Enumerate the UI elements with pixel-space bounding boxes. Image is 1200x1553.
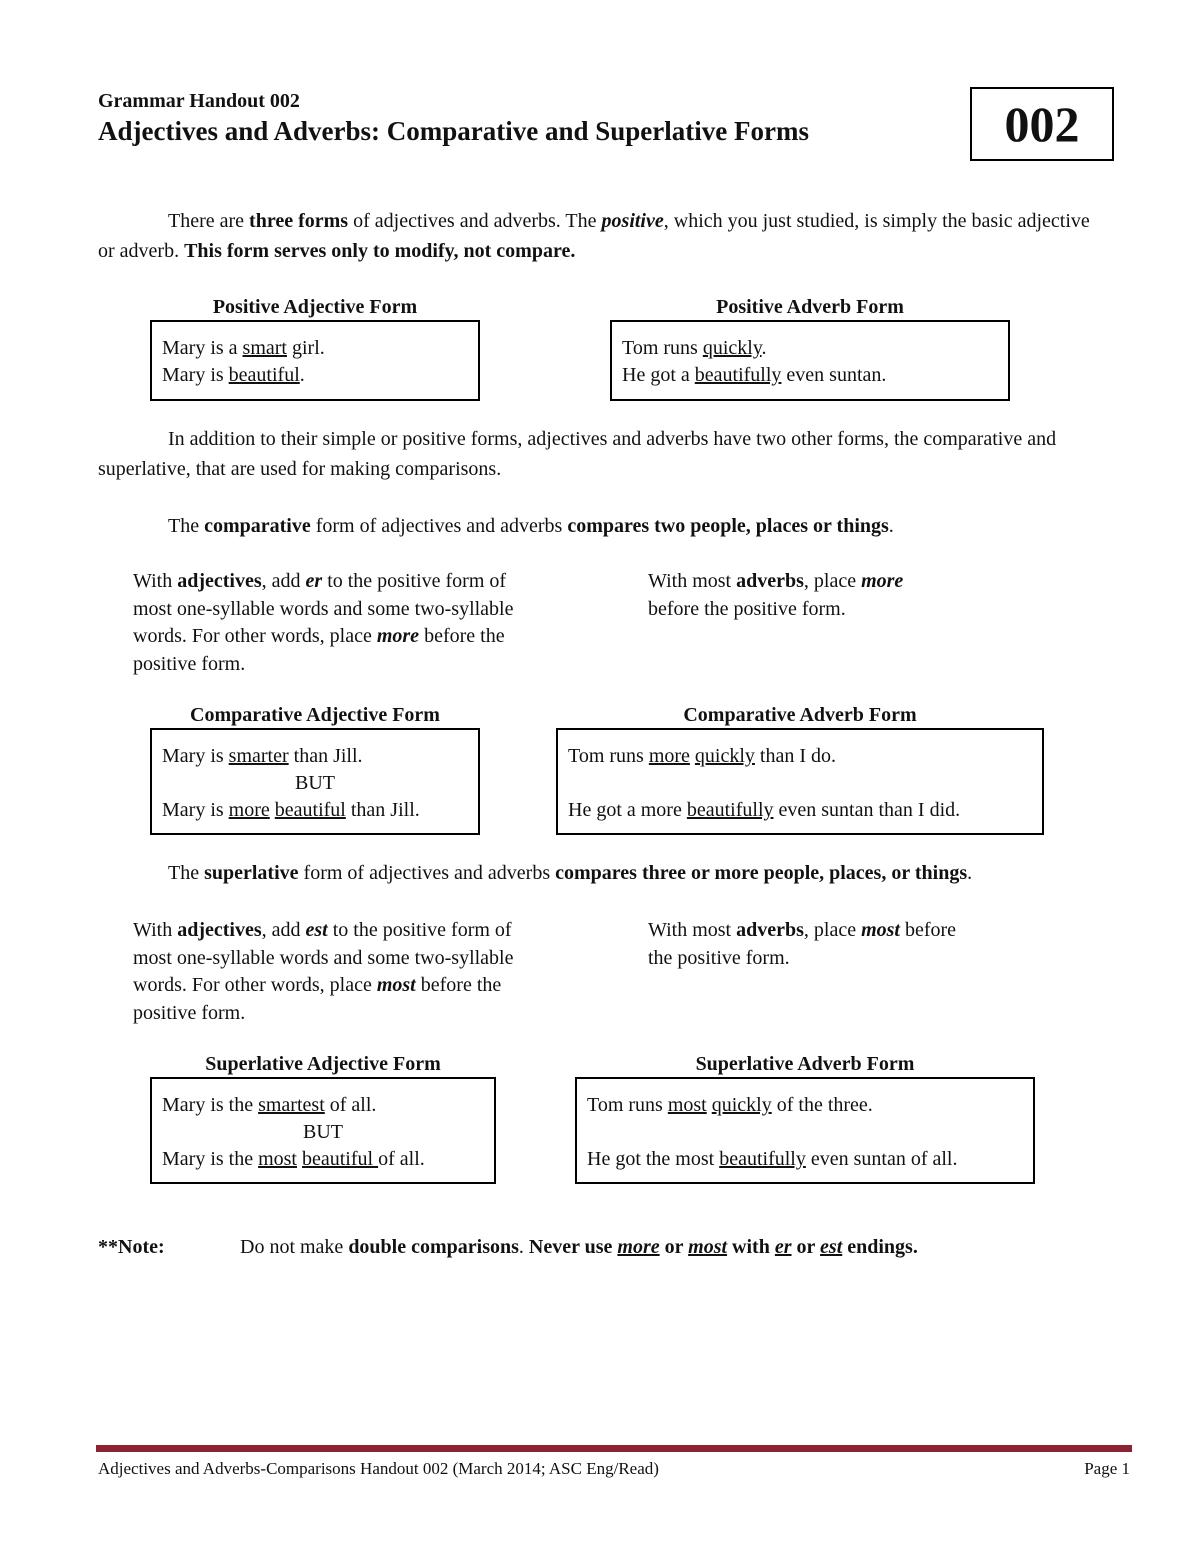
comparative-adverb-heading: Comparative Adverb Form: [683, 704, 917, 726]
note-line: **Note: Do not make double comparisons. Never use more or most with er or est endings.: [98, 1236, 918, 1258]
superlative-adjective-heading: Superlative Adjective Form: [205, 1053, 441, 1075]
superlative-adverb-box: [575, 1077, 1035, 1184]
intro-paragraph: There are three forms of adjectives and adverbs. The positive, which you just studied, is simply the basic adjective or adverb. This form serves only to modify, not compare.: [98, 210, 1090, 262]
comparative-adjective-heading: Comparative Adjective Form: [190, 704, 440, 726]
example-line: Mary is the most beautiful of all.: [162, 1148, 425, 1170]
comparative-intro: The comparative form of adjectives and adverbs compares two people, places or things.: [168, 515, 894, 537]
example-line: He got a beautifully even suntan.: [622, 364, 887, 386]
handout-kicker: Grammar Handout 002: [98, 90, 300, 112]
superlative-adjective-box: [150, 1077, 496, 1184]
handout-number-badge: 002: [970, 87, 1114, 161]
example-line: Tom runs quickly.: [622, 337, 767, 359]
note-label: **Note:: [98, 1236, 165, 1258]
addition-paragraph: In addition to their simple or positive forms, adjectives and adverbs have two other forms, the comparative and superlative, that are used for making comparisons.: [98, 428, 1057, 480]
comparative-adverb-box: [556, 728, 1044, 835]
superlative-adverb-heading: Superlative Adverb Form: [695, 1053, 915, 1075]
but-separator: BUT: [295, 772, 335, 794]
comparative-adjective-box: [150, 728, 480, 835]
example-line: Mary is smarter than Jill.: [162, 745, 363, 767]
superlative-adverb-rule: With most adverbs, place most before the positive form.: [648, 919, 957, 969]
example-line: Mary is more beautiful than Jill.: [162, 799, 420, 821]
page-number: Page 1: [1084, 1459, 1130, 1478]
positive-adverb-heading: Positive Adverb Form: [716, 296, 904, 318]
positive-adjective-heading: Positive Adjective Form: [212, 296, 418, 318]
example-line: He got the most beautifully even suntan of all.: [587, 1148, 958, 1170]
example-line: Mary is beautiful.: [162, 364, 305, 386]
positive-adjective-box: [150, 320, 480, 401]
footer-title: Adjectives and Adverbs-Comparisons Handout 002 (March 2014; ASC Eng/Read): [98, 1459, 659, 1478]
superlative-intro: The superlative form of adjectives and adverbs compares three or more people, places, or things.: [168, 862, 973, 884]
but-separator: BUT: [303, 1121, 343, 1143]
superlative-adjective-rule: With adjectives, add est to the positive form of most one-syllable words and some two-syllable words. For other words, place most before the positive form.: [133, 919, 514, 1024]
comparative-adverb-rule: With most adverbs, place more before the positive form.: [648, 570, 904, 620]
page-title: Adjectives and Adverbs: Comparative and Superlative Forms: [98, 116, 809, 146]
footer-rule: [96, 1445, 1132, 1452]
footer: [98, 1459, 1130, 1479]
example-line: Mary is a smart girl.: [162, 337, 325, 359]
example-line: Tom runs most quickly of the three.: [587, 1094, 873, 1116]
comparative-adjective-rule: With adjectives, add er to the positive form of most one-syllable words and some two-syllable words. For other words, place more before the positive form.: [133, 570, 514, 675]
example-line: Tom runs more quickly than I do.: [568, 745, 837, 767]
example-line: Mary is the smartest of all.: [162, 1094, 377, 1116]
positive-adverb-box: [610, 320, 1010, 401]
example-line: He got a more beautifully even suntan than I did.: [568, 799, 961, 821]
